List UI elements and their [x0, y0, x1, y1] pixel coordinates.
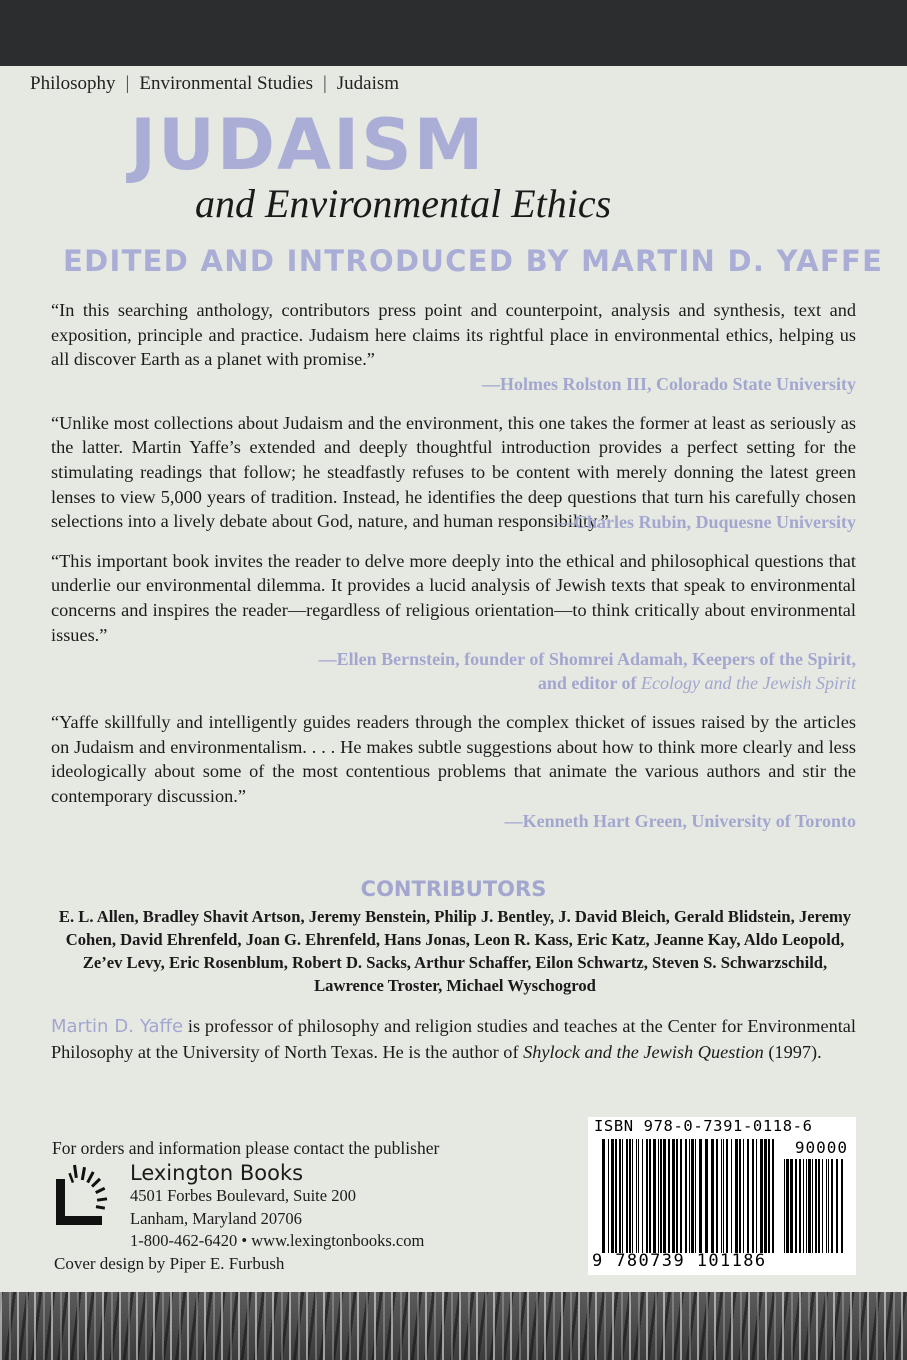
ean-digits: 9 780739 101186 [592, 1251, 767, 1271]
subject-environmental-studies: Environmental Studies [139, 73, 313, 94]
barcode-bar [760, 1139, 763, 1253]
barcode-bar [721, 1139, 722, 1253]
isbn-barcode [588, 1117, 856, 1275]
barcode-bar [619, 1139, 621, 1253]
barcode-bar [806, 1159, 807, 1253]
barcode-bar [668, 1139, 670, 1253]
barcode-bar [608, 1139, 609, 1253]
barcode-bar [716, 1139, 718, 1253]
barcode-bar [723, 1139, 724, 1253]
address-line: 4501 Forbes Boulevard, Suite 200 [130, 1186, 356, 1205]
barcode-bar [768, 1139, 770, 1253]
barcode-bar [658, 1139, 659, 1253]
endorsement-text: “In this searching anthology, contributors press point and counterpoint, analysis and synthesis, text and exposition, principle and practice. Judaism here claims its rightful place in environmental ethics, helping us all discover Earth as a planet with promise.” [51, 300, 856, 370]
barcode-bar [790, 1159, 793, 1253]
contributors-list: E. L. Allen, Bradley Shavit Artson, Jeremy Benstein, Philip J. Bentley, J. David Bleich, Gerald Blidstein, Jeremy Cohen, David Ehrenfeld, Joan G. Ehrenfeld, Hans Jonas, Leon R. Kass, Eric Katz, Jeanne Kay, Aldo Leopold, Ze’ev Levy, Eric Rosenblum, Robert D. Sacks, Arthur Schaffer, Eilon Schwartz, Steven S. Schwarzschild, Lawrence Troster, Michael Wyschogrod [58, 907, 852, 995]
barcode-bar [815, 1159, 817, 1253]
endorsement-attribution: —Ellen Bernstein, founder of Shomrei Adamah, Keepers of the Spirit, [318, 649, 856, 670]
barcode-bar [739, 1139, 741, 1253]
isbn-label: ISBN 978-0-7391-0118-6 [594, 1117, 813, 1135]
barcode-bar [691, 1139, 694, 1253]
barcode-bar [841, 1159, 843, 1253]
endorsements [51, 298, 856, 848]
endorsement-attribution: —Charles Rubin, Duquesne University [555, 511, 856, 532]
barcode-bar [689, 1139, 690, 1253]
barcode-bar [642, 1139, 643, 1253]
barcode-bar [795, 1159, 797, 1253]
contact-line: 1-800-462-6420 • www.lexingtonbooks.com [130, 1231, 425, 1250]
bio-name: Martin D. Yaffe [51, 1016, 184, 1037]
barcode-bar [772, 1139, 774, 1253]
subject-judaism: Judaism [336, 73, 400, 94]
barcode-bar [756, 1139, 757, 1253]
barcode-bar [676, 1139, 678, 1253]
barcode-bar [818, 1159, 820, 1253]
barcode-bar [663, 1139, 666, 1253]
publisher-address [130, 1185, 424, 1253]
bio-text: is professor of philosophy and religion studies and teaches at the Center for Environmental Philosophy at the University of North Texas. He is the author of [51, 1016, 856, 1062]
barcode-bar [803, 1159, 804, 1253]
lexington-books-logo-icon [54, 1163, 118, 1227]
barcode-bar [747, 1139, 749, 1253]
bio-tail: (1997). [763, 1041, 822, 1062]
top-dark-band [0, 0, 907, 66]
bio-book-title: Shylock and the Jewish Question [523, 1041, 764, 1062]
price-code: 90000 [794, 1138, 848, 1157]
barcode-bar [786, 1159, 789, 1253]
address-line: Lanham, Maryland 20706 [130, 1208, 302, 1228]
subject-separator: | [322, 73, 327, 94]
barcode-bar [812, 1159, 813, 1253]
barcode-bar [705, 1139, 708, 1253]
barcode-bar [638, 1139, 639, 1253]
barcode-bar [826, 1159, 827, 1253]
barcode-bar [799, 1159, 801, 1253]
barcode-bar [822, 1159, 823, 1253]
barcode-bar [735, 1139, 738, 1253]
attribution-book-title: Ecology and the Jewish Spirit [641, 673, 856, 694]
bottom-photo-band [0, 1292, 907, 1360]
endorsement-attribution: —Kenneth Hart Green, University of Toronto [504, 810, 856, 831]
orders-line: For orders and information please contact the publisher [52, 1138, 440, 1158]
barcode-bars [602, 1139, 778, 1253]
barcode-bar [653, 1139, 656, 1253]
subject-separator: | [125, 73, 130, 94]
attribution-prefix: and editor of [537, 673, 642, 694]
endorsement-text: “Unlike most collections about Judaism and the environment, this one takes the former at least as seriously as the latter. Martin Yaffe’s extended and deeply thoughtful introduction provides a perfect setting for the stimulating readings that follow; he steadfastly refuses to be content with merely donning the latest green lenses to view 5,000 years of tradition. Instead, he identifies the deep questions that turn his carefully chosen selections into a lively debate about God, nature, and human responsibility.” [51, 412, 856, 532]
barcode-bar [808, 1159, 811, 1253]
barcode-bar [680, 1139, 682, 1253]
endorsement-attribution-line2 [51, 671, 856, 695]
endorsement-text: “This important book invites the reader to delve more deeply into the ethical and philosophical questions that underlie our environmental dilemma. It provides a lucid analysis of Jewish texts that speak to environmental concerns and inspires the reader—regardless of religious orientation—to think critically about environmental issues.” [51, 550, 856, 645]
barcode-bar [764, 1139, 767, 1253]
endorsement [51, 710, 856, 832]
endorsement [51, 411, 856, 534]
publisher-name: Lexington Books [130, 1161, 304, 1185]
barcode-bar [602, 1139, 605, 1253]
barcode-bar [611, 1139, 614, 1253]
addon-barcode-bars [784, 1159, 846, 1253]
barcode-bar [646, 1139, 648, 1253]
barcode-bar [629, 1139, 631, 1253]
endorsement [51, 549, 856, 695]
barcode-bar [649, 1139, 651, 1253]
barcode-bar [695, 1139, 696, 1253]
barcode-bar [743, 1139, 744, 1253]
barcode-bar [699, 1139, 702, 1253]
barcode-bar [726, 1139, 728, 1253]
barcode-bar [632, 1139, 633, 1253]
barcode-bar [615, 1139, 617, 1253]
barcode-bar [672, 1139, 675, 1253]
book-subtitle: and Environmental Ethics [195, 181, 612, 226]
book-title: JUDAISM [130, 104, 486, 186]
barcode-bar [752, 1139, 754, 1253]
contributors-heading: CONTRIBUTORS [360, 877, 547, 901]
barcode-bar [731, 1139, 732, 1253]
endorsement [51, 298, 856, 396]
barcode-bar [636, 1139, 637, 1253]
editor-credit: EDITED AND INTRODUCED BY MARTIN D. YAFFE [63, 244, 884, 278]
barcode-bar [784, 1159, 785, 1253]
subject-philosophy: Philosophy [30, 73, 116, 94]
cover-design-credit: Cover design by Piper E. Furbush [54, 1254, 285, 1273]
barcode-bar [831, 1159, 833, 1253]
barcode-bar [685, 1139, 687, 1253]
subject-categories [30, 73, 399, 95]
endorsement-attribution: —Holmes Rolston III, Colorado State University [482, 373, 856, 394]
barcode-bar [622, 1139, 623, 1253]
endorsement-text: “Yaffe skillfully and intelligently guides readers through the complex thicket of issues raised by the articles on Judaism and environmentalism. . . . He makes subtle suggestions about how to think more clearly and less ideologically about some of the most contentious problems that animate the various authors and stir the contemporary discussion.” [51, 712, 856, 806]
barcode-bar [626, 1139, 628, 1253]
barcode-bar [711, 1139, 714, 1253]
barcode-bar [660, 1139, 662, 1253]
editor-bio [51, 1014, 856, 1065]
barcode-bar [828, 1159, 829, 1253]
barcode-bar [836, 1159, 838, 1253]
